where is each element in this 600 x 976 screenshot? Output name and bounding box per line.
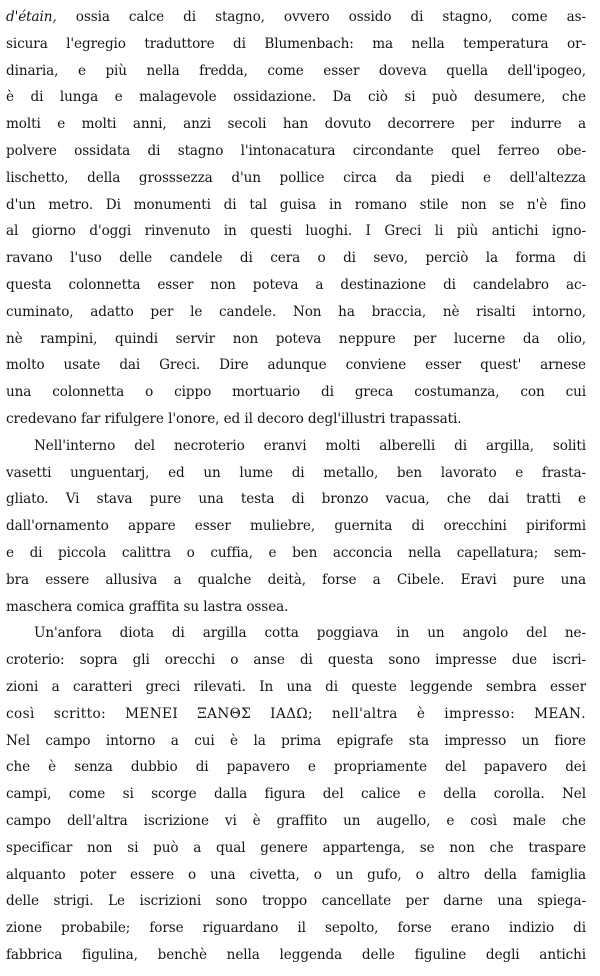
text-line: ravano l'uso delle candele di cera o di sevo, perciò la forma di <box>6 250 586 267</box>
text-line: una colonnetta o cippo mortuario di greca costumanza, con cui <box>6 384 586 401</box>
text-line: zione probabile; forse riguardano il sepolto, forse erano indizio di <box>6 920 586 937</box>
text-line: d'un metro. Di monumenti di tal guisa in romano stile non se n'è fino <box>6 196 586 213</box>
text-line: è di lunga e malagevole ossidazione. Da ciò si può desumere, che <box>6 89 586 106</box>
text-line: che è senza dubbio di papavero e propriamente del papavero dei <box>6 759 586 776</box>
text-line: lischetto, della grosssezza d'un pollice circa da piedi e dell'altezza <box>6 169 586 186</box>
greek-inscription-line: così scritto: ΜΕΝΕΙ ΞΑΝΘΣ ΙΑΔΩ; nell'altra è impresso: ΜΕΑΝ. <box>6 705 586 722</box>
text-line: croterio: sopra gli orecchi o anse di questa sono impresse due iscri- <box>6 652 586 669</box>
text-line: nè rampini, quindi servir non poteva neppure per lucerne da olio, <box>6 330 586 347</box>
text-line: e di piccola calittra o cuffia, e ben acconcia nella capellatura; sem- <box>6 544 586 561</box>
paragraph-end-line: credevano far rifulgere l'onore, ed il decoro degl'illustri trapassati. <box>6 410 462 427</box>
line-text: ossia calce di stagno, ovvero ossido di stagno, come as- <box>75 9 586 25</box>
text-line: gliato. Vi stava pure una testa di bronzo vacua, che dai tratti e <box>6 491 586 508</box>
text-line: cuminato, adatto per le candele. Non ha braccia, nè risalti intorno, <box>6 303 586 320</box>
text-line: alquanto poter essere o una civetta, o un gufo, o altro della famiglia <box>6 866 586 883</box>
text-line: zioni a caratteri greci rilevati. In una di queste leggende sembra esser <box>6 678 586 695</box>
text-line <box>6 4 586 31</box>
text-line: vasetti unguentarj, ed un lume di metallo, ben lavorato e frasta- <box>6 464 586 481</box>
text-line: fabbrica figulina, benchè nella leggenda delle figuline degli antichi <box>6 946 586 963</box>
text-line: questa colonnetta esser non poteva a destinazione di candelabro ac- <box>6 276 586 293</box>
text-line: dinaria, e più nella fredda, come esser doveva quella dell'ipogeo, <box>6 62 586 79</box>
paragraph-start-line: Un'anfora diota di argilla cotta poggiava in un angolo del ne- <box>34 625 586 642</box>
text-line: molti e molti anni, anzi secoli han dovuto decorrere per indurre a <box>6 116 586 133</box>
page-text <box>6 4 586 969</box>
text-line: campi, come si scorge dalla figura del calice e della corolla. Nel <box>6 786 586 803</box>
text-line: bra essere allusiva a qualche deità, forse a Cibele. Eravi pure una <box>6 571 586 588</box>
text-line: dall'ornamento appare esser muliebre, guernita di orecchini piriformi <box>6 518 586 535</box>
text-line: specificar non si può a qual genere appartenga, se non che traspare <box>6 839 586 856</box>
text-line: campo dell'altra iscrizione vi è graffito un augello, e così male che <box>6 812 586 829</box>
text-line: delle strigi. Le iscrizioni sono troppo cancellate per darne una spiega- <box>6 893 586 910</box>
text-line: Nel campo intorno a cui è la prima epigrafe sta impresso un fiore <box>6 732 586 749</box>
text-line: polvere ossidata di stagno l'intonacatura circondante quel ferreo obe- <box>6 142 586 159</box>
text-line: sicura l'egregio traduttore di Blumenbach: ma nella temperatura or- <box>6 35 586 52</box>
paragraph-end-line: maschera comica graffita su lastra ossea. <box>6 598 289 615</box>
text-line: al giorno d'oggi rinvenuto in questi luoghi. I Greci li più antichi igno- <box>6 223 586 240</box>
text-line: molto usate dai Greci. Dire adunque conviene esser quest' arnese <box>6 357 586 374</box>
paragraph-start-line: Nell'interno del necroterio eranvi molti alberelli di argilla, soliti <box>34 437 586 454</box>
italic-word: d'étain, <box>6 9 57 25</box>
